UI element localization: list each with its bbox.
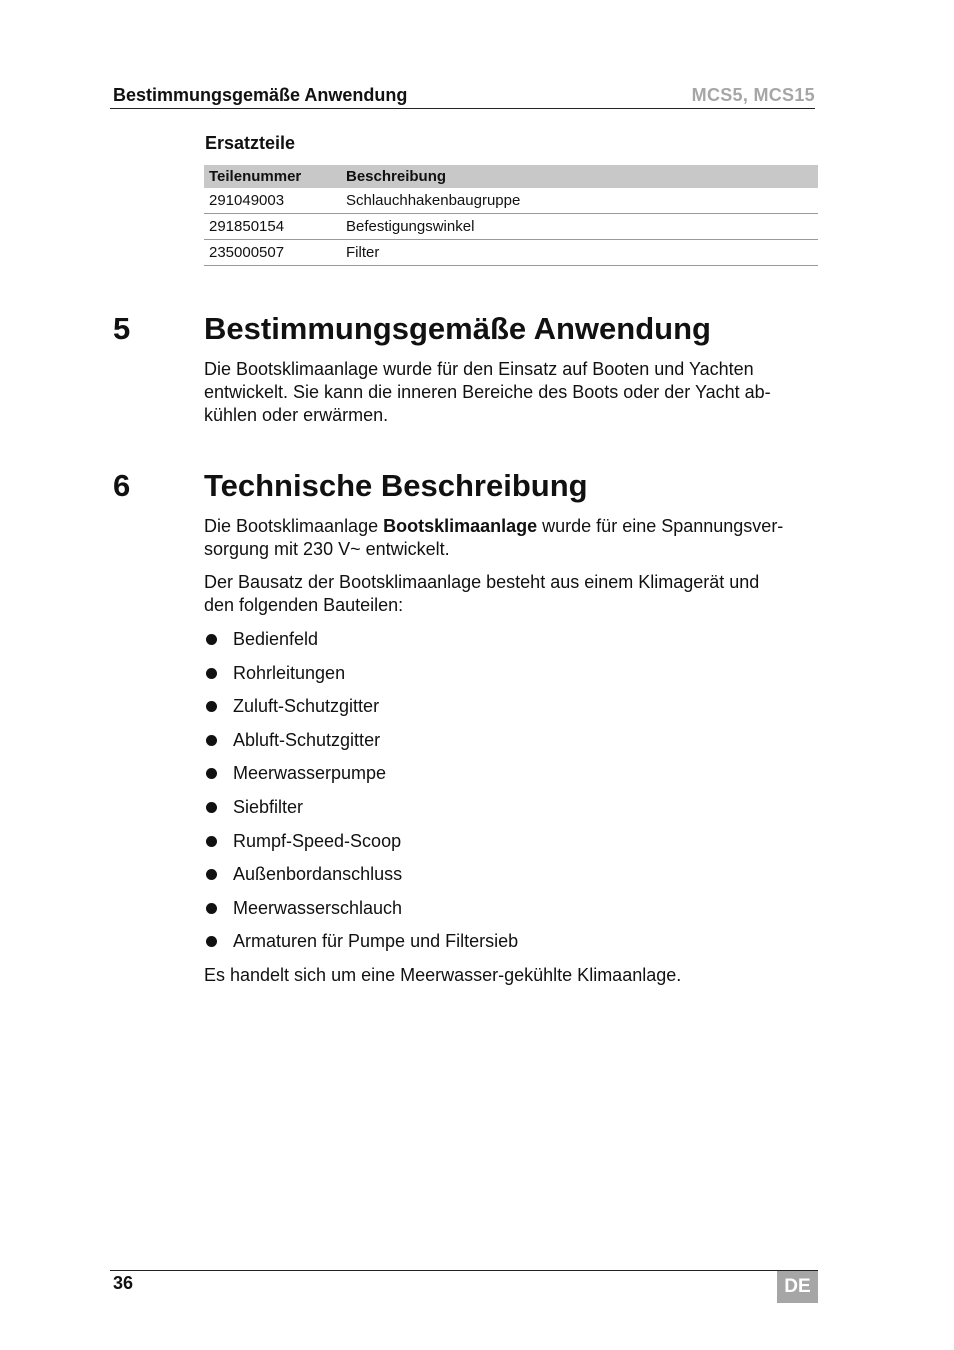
section-5-line-1: Die Bootsklimaanlage wurde für den Einsatz auf Booten und Yachten <box>204 359 754 379</box>
list-item-label: Siebfilter <box>233 796 304 817</box>
running-header-title: Bestimmungsgemäße Anwendung <box>113 85 408 105</box>
voltage-text-suffix: wurde für eine Spannungsver- <box>537 516 784 536</box>
bullet-icon <box>206 634 217 645</box>
voltage-text-bold: Bootsklimaanlage <box>383 516 538 536</box>
section-6-kit-paragraph <box>204 571 820 617</box>
voltage-text-line-2: sorgung mit 230 V~ entwickelt. <box>204 539 450 559</box>
section-5-number: 5 <box>113 311 131 346</box>
bullet-icon <box>206 768 217 779</box>
part-number-cell: 291850154 <box>204 214 341 240</box>
table-row <box>204 240 818 266</box>
list-item-label: Rohrleitungen <box>233 662 346 683</box>
list-item <box>204 661 518 695</box>
bullet-icon <box>206 903 217 914</box>
list-item-label: Meerwasserpumpe <box>233 763 387 784</box>
voltage-text-prefix: Die Bootsklimaanlage <box>204 516 384 536</box>
part-description-cell: Filter <box>341 240 818 266</box>
bullet-icon <box>206 936 217 947</box>
table-row <box>204 214 818 240</box>
parts-heading: Ersatzteile <box>205 133 296 153</box>
table-header-row <box>204 165 818 188</box>
list-item-label: Armaturen für Pumpe und Filtersieb <box>233 931 519 952</box>
section-5-title: Bestimmungsgemäße Anwendung <box>204 311 711 346</box>
section-6-voltage-paragraph <box>204 515 820 561</box>
language-badge: DE <box>777 1271 818 1303</box>
list-item-label: Bedienfeld <box>233 629 319 649</box>
list-item <box>204 929 518 963</box>
header-divider <box>110 108 815 109</box>
list-item-label: Außenbordanschluss <box>233 864 403 885</box>
page-number: 36 <box>113 1273 134 1293</box>
kit-text-line-1: Der Bausatz der Bootsklimaanlage besteht aus einem Klimagerät und <box>204 572 760 592</box>
list-item <box>204 829 518 863</box>
bullet-icon <box>206 802 217 813</box>
section-5-paragraph <box>204 358 820 427</box>
bullet-icon <box>206 668 217 679</box>
list-item <box>204 862 518 896</box>
list-item-label: Zuluft-Schutzgitter <box>233 696 380 717</box>
column-header-part-number: Teilenummer <box>204 165 341 188</box>
column-header-description: Beschreibung <box>341 165 818 188</box>
list-item-label: Abluft-Schutzgitter <box>233 729 381 750</box>
list-item <box>204 627 518 661</box>
list-item <box>204 795 518 829</box>
list-item-label: Rumpf-Speed-Scoop <box>233 830 402 851</box>
bullet-icon <box>206 735 217 746</box>
section-6-number: 6 <box>113 468 131 503</box>
running-header-model: MCS5, MCS15 <box>691 85 815 105</box>
part-description-cell: Schlauchhakenbaugruppe <box>341 188 818 214</box>
list-item <box>204 694 518 728</box>
part-number-cell: 235000507 <box>204 240 341 266</box>
list-item-label: Meerwasserschlauch <box>233 897 403 918</box>
bullet-icon <box>206 836 217 847</box>
bullet-icon <box>206 869 217 880</box>
footer-divider <box>110 1270 818 1271</box>
component-list <box>204 627 518 963</box>
part-number-cell: 291049003 <box>204 188 341 214</box>
closing-paragraph: Es handelt sich um eine Meerwasser-gekühlte Klimaanlage. <box>204 965 682 985</box>
section-6-title: Technische Beschreibung <box>204 468 588 503</box>
kit-text-line-2: den folgenden Bauteilen: <box>204 595 404 615</box>
section-5-line-3: kühlen oder erwärmen. <box>204 405 389 425</box>
section-5-line-2: entwickelt. Sie kann die inneren Bereiche des Boots oder der Yacht ab- <box>204 382 771 402</box>
bullet-icon <box>206 701 217 712</box>
parts-table <box>204 165 818 266</box>
list-item <box>204 761 518 795</box>
list-item <box>204 728 518 762</box>
part-description-cell: Befestigungswinkel <box>341 214 818 240</box>
table-row <box>204 188 818 214</box>
list-item <box>204 896 518 930</box>
